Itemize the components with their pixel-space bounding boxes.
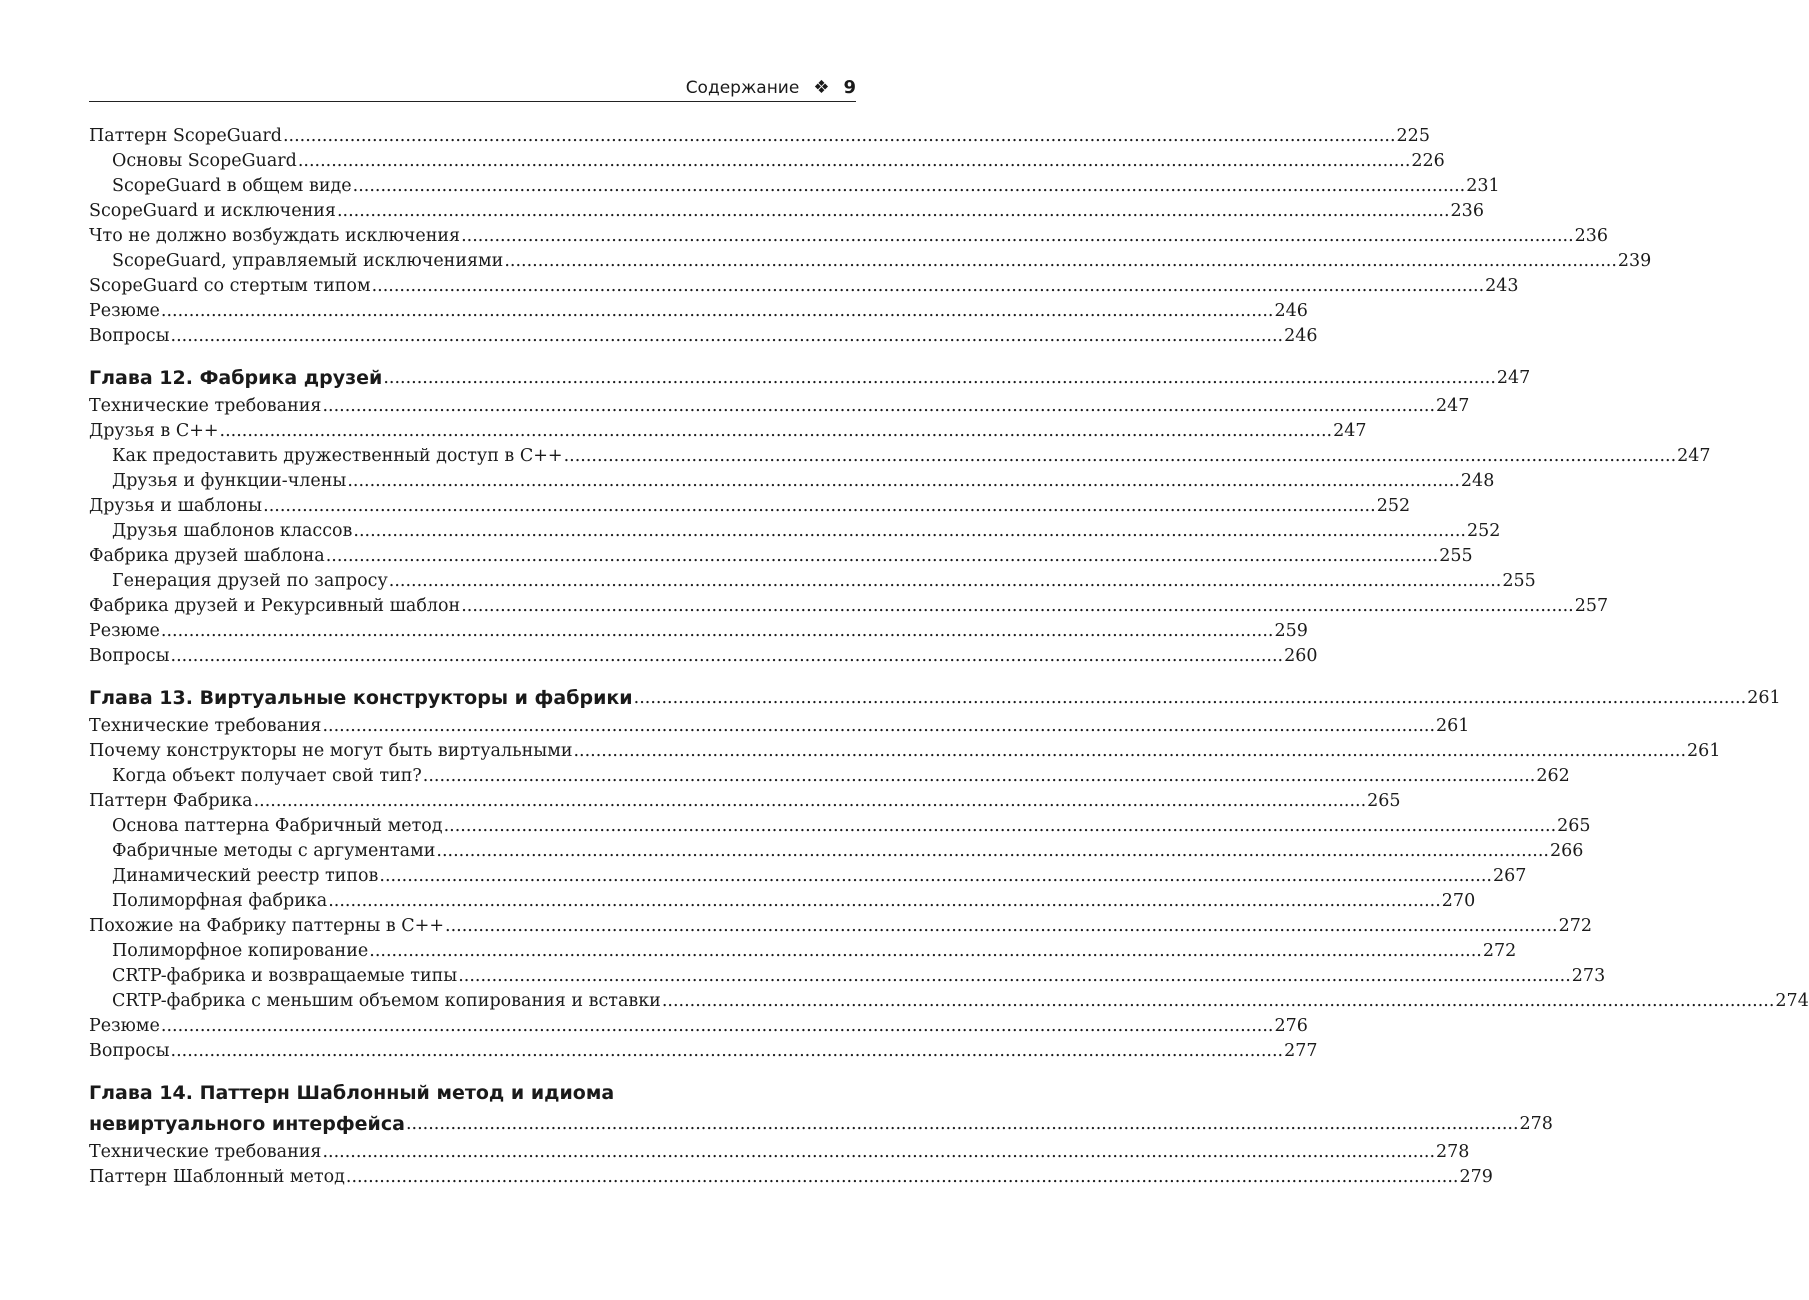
dot-leader: ........................................................................................................................................................................................................ <box>347 471 1460 491</box>
toc-entry: Технические требования ........................................................................................................................................................................................................ 247 <box>89 394 856 419</box>
dot-leader: ........................................................................................................................................................................................................ <box>461 226 1574 246</box>
dot-leader: ........................................................................................................................................................................................................ <box>160 1016 1274 1036</box>
toc-subentry: Полиморфное копирование ........................................................................................................................................................................................................ 272 <box>89 939 856 964</box>
toc-subentry: Полиморфная фабрика ........................................................................................................................................................................................................ 270 <box>89 889 856 914</box>
dot-leader: ........................................................................................................................................................................................................ <box>322 716 1436 736</box>
chapter-heading: невиртуального интерфейса ........................................................................................................................................................................................................ 278 <box>89 1109 856 1140</box>
dot-leader: ........................................................................................................................................................................................................ <box>563 446 1677 466</box>
toc-subentry: Когда объект получает свой тип? ........................................................................................................................................................................................................ 262 <box>89 764 856 789</box>
dot-leader: ........................................................................................................................................................................................................ <box>219 421 1333 441</box>
dot-leader: ........................................................................................................................................................................................................ <box>170 326 1284 346</box>
dot-leader: ........................................................................................................................................................................................................ <box>379 866 1492 886</box>
toc-subentry: Друзья шаблонов классов ........................................................................................................................................................................................................ 252 <box>89 519 856 544</box>
toc-entry: ScopeGuard со стертым типом ........................................................................................................................................................................................................ 243 <box>89 274 856 299</box>
dot-leader: ........................................................................................................................................................................................................ <box>322 396 1436 416</box>
dot-leader: ........................................................................................................................................................................................................ <box>160 621 1274 641</box>
toc-entry: Почему конструкторы не могут быть виртуальными ........................................................................................................................................................................................................ 261 <box>89 739 856 764</box>
dot-leader: ........................................................................................................................................................................................................ <box>263 496 1376 516</box>
toc-subentry: CRTP-фабрика и возвращаемые типы ........................................................................................................................................................................................................ 273 <box>89 964 856 989</box>
dot-leader: ........................................................................................................................................................................................................ <box>322 1142 1436 1162</box>
toc-subentry: Фабричные методы с аргументами ........................................................................................................................................................................................................ 266 <box>89 839 856 864</box>
toc-subentry: CRTP-фабрика с меньшим объемом копирования и вставки ........................................................................................................................................................................................................ 274 <box>89 989 856 1014</box>
diamond-ornament-icon: ❖ <box>813 77 830 98</box>
dot-leader: ........................................................................................................................................................................................................ <box>353 521 1466 541</box>
toc-entry: Друзья в C++ ........................................................................................................................................................................................................ 247 <box>89 419 856 444</box>
toc-entry: Вопросы ........................................................................................................................................................................................................ 277 <box>89 1039 856 1064</box>
toc-subentry: Генерация друзей по запросу ........................................................................................................................................................................................................ 255 <box>89 569 856 594</box>
dot-leader: ........................................................................................................................................................................................................ <box>388 571 1502 591</box>
dot-leader: ........................................................................................................................................................................................................ <box>383 368 1496 388</box>
table-of-contents <box>89 124 1809 1190</box>
toc-subentry: Динамический реестр типов ........................................................................................................................................................................................................ 267 <box>89 864 856 889</box>
toc-entry: Вопросы ........................................................................................................................................................................................................ 260 <box>89 644 856 669</box>
toc-entry: Паттерн Шаблонный метод ........................................................................................................................................................................................................ 279 <box>89 1165 856 1190</box>
dot-leader: ........................................................................................................................................................................................................ <box>461 596 1574 616</box>
dot-leader: ........................................................................................................................................................................................................ <box>253 791 1367 811</box>
header-title: Содержание <box>685 77 800 98</box>
dot-leader: ........................................................................................................................................................................................................ <box>573 741 1687 761</box>
dot-leader: ........................................................................................................................................................................................................ <box>371 276 1485 296</box>
dot-leader: ........................................................................................................................................................................................................ <box>458 966 1571 986</box>
toc-entry: Друзья и шаблоны ........................................................................................................................................................................................................ 252 <box>89 494 856 519</box>
toc-entry: Похожие на Фабрику паттерны в C++ ........................................................................................................................................................................................................ 272 <box>89 914 856 939</box>
toc-entry: Технические требования ........................................................................................................................................................................................................ 278 <box>89 1140 856 1165</box>
toc-entry: Фабрика друзей шаблона ........................................................................................................................................................................................................ 255 <box>89 544 856 569</box>
toc-subentry: Как предоставить дружественный доступ в C++ ........................................................................................................................................................................................................ 247 <box>89 444 856 469</box>
chapter-heading: Глава 13. Виртуальные конструкторы и фабрики ........................................................................................................................................................................................................ 261 <box>89 683 856 714</box>
toc-subentry: ScopeGuard, управляемый исключениями ........................................................................................................................................................................................................ 239 <box>89 249 856 274</box>
dot-leader: ........................................................................................................................................................................................................ <box>633 688 1747 708</box>
dot-leader: ........................................................................................................................................................................................................ <box>405 1114 1519 1134</box>
toc-entry: Вопросы ........................................................................................................................................................................................................ 246 <box>89 324 856 349</box>
dot-leader: ........................................................................................................................................................................................................ <box>160 301 1274 321</box>
toc-entry: Паттерн ScopeGuard ........................................................................................................................................................................................................ 225 <box>89 124 856 149</box>
dot-leader: ........................................................................................................................................................................................................ <box>436 841 1549 861</box>
running-header <box>89 74 856 101</box>
toc-subentry: Основы ScopeGuard ........................................................................................................................................................................................................ 226 <box>89 149 856 174</box>
toc-subentry: Основа паттерна Фабричный метод ........................................................................................................................................................................................................ 265 <box>89 814 856 839</box>
chapter-heading: Глава 12. Фабрика друзей ........................................................................................................................................................................................................ 247 <box>89 363 856 394</box>
toc-subentry: Друзья и функции-члены ........................................................................................................................................................................................................ 248 <box>89 469 856 494</box>
dot-leader: ........................................................................................................................................................................................................ <box>661 991 1775 1011</box>
dot-leader: ........................................................................................................................................................................................................ <box>422 766 1536 786</box>
dot-leader: ........................................................................................................................................................................................................ <box>297 151 1411 171</box>
dot-leader: ........................................................................................................................................................................................................ <box>328 891 1441 911</box>
dot-leader: ........................................................................................................................................................................................................ <box>345 1167 1459 1187</box>
dot-leader: ........................................................................................................................................................................................................ <box>504 251 1617 271</box>
toc-entry: Паттерн Фабрика ........................................................................................................................................................................................................ 265 <box>89 789 856 814</box>
toc-entry: Фабрика друзей и Рекурсивный шаблон ........................................................................................................................................................................................................ 257 <box>89 594 856 619</box>
page-number: 9 <box>843 77 856 98</box>
toc-entry: Резюме ........................................................................................................................................................................................................ 246 <box>89 299 856 324</box>
toc-entry: ScopeGuard и исключения ........................................................................................................................................................................................................ 236 <box>89 199 856 224</box>
header-rule <box>89 101 856 102</box>
dot-leader: ........................................................................................................................................................................................................ <box>170 646 1284 666</box>
dot-leader: ........................................................................................................................................................................................................ <box>336 201 1450 221</box>
dot-leader: ........................................................................................................................................................................................................ <box>282 126 1396 146</box>
dot-leader: ........................................................................................................................................................................................................ <box>170 1041 1284 1061</box>
dot-leader: ........................................................................................................................................................................................................ <box>325 546 1439 566</box>
toc-entry: Что не должно возбуждать исключения ........................................................................................................................................................................................................ 236 <box>89 224 856 249</box>
chapter-heading-line1: Глава 14. Паттерн Шаблонный метод и идиома <box>89 1082 615 1104</box>
toc-entry: Резюме ........................................................................................................................................................................................................ 276 <box>89 1014 856 1039</box>
toc-subentry: ScopeGuard в общем виде ........................................................................................................................................................................................................ 231 <box>89 174 856 199</box>
toc-entry: Технические требования ........................................................................................................................................................................................................ 261 <box>89 714 856 739</box>
dot-leader: ........................................................................................................................................................................................................ <box>352 176 1466 196</box>
dot-leader: ........................................................................................................................................................................................................ <box>445 916 1558 936</box>
dot-leader: ........................................................................................................................................................................................................ <box>369 941 1482 961</box>
dot-leader: ........................................................................................................................................................................................................ <box>443 816 1557 836</box>
toc-entry: Резюме ........................................................................................................................................................................................................ 259 <box>89 619 856 644</box>
